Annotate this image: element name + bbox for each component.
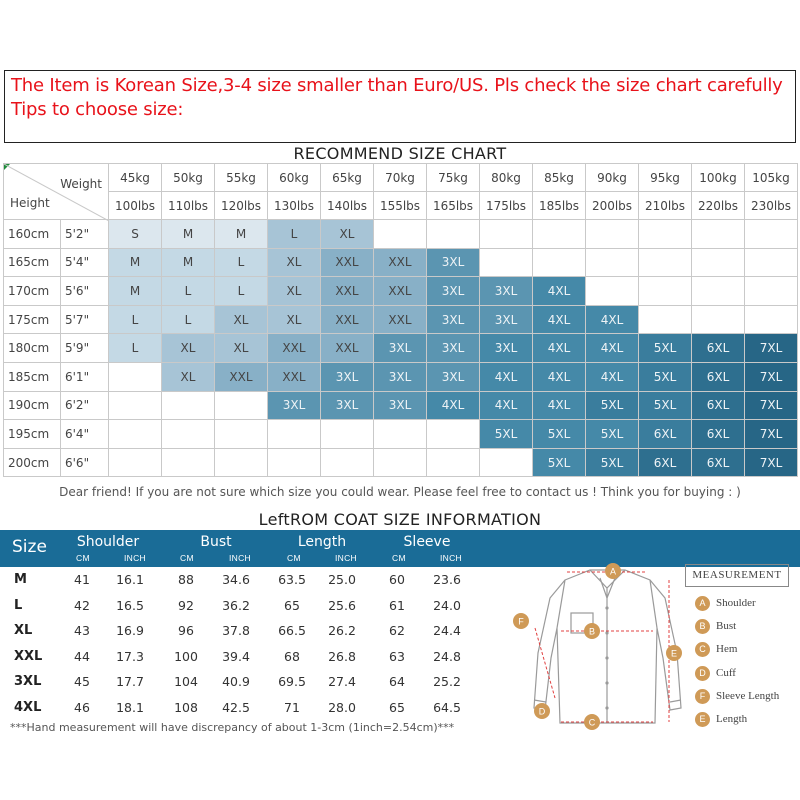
legend-badge-icon: C <box>695 642 710 657</box>
size-cell <box>109 362 162 391</box>
shoulder-header: Shoulder <box>76 534 140 550</box>
legend-badge-icon: B <box>695 619 710 634</box>
size-cell: 6XL <box>639 448 692 477</box>
coat-measure-value: 37.8 <box>222 623 250 638</box>
size-cell: XL <box>215 305 268 334</box>
size-cell <box>533 220 586 249</box>
legend-label: Bust <box>716 620 737 633</box>
legend-label: Cuff <box>716 666 736 679</box>
weight-lbs: 130lbs <box>268 192 321 220</box>
size-cell <box>745 220 798 249</box>
height-ft: 5'2" <box>61 220 109 249</box>
coat-size-label: 4XL <box>14 699 42 715</box>
size-cell: XL <box>215 334 268 363</box>
weight-lbs: 100lbs <box>109 192 162 220</box>
height-cm: 195cm <box>4 420 61 449</box>
coat-measure-value: 46 <box>74 699 90 715</box>
size-cell: 6XL <box>692 362 745 391</box>
sleeve-header: Sleeve <box>403 534 451 550</box>
size-cell <box>692 248 745 277</box>
size-cell: 3XL <box>480 277 533 306</box>
size-cell: 3XL <box>480 305 533 334</box>
height-cm: 175cm <box>4 305 61 334</box>
size-cell <box>109 448 162 477</box>
coat-measure-value: 63.5 <box>278 572 306 587</box>
weight-kg: 50kg <box>162 164 215 192</box>
svg-text:D: D <box>538 706 546 717</box>
size-cell: XL <box>321 220 374 249</box>
size-header: Size <box>12 537 47 557</box>
size-cell: L <box>109 334 162 363</box>
height-ft: 6'4" <box>61 420 109 449</box>
size-cell <box>745 277 798 306</box>
size-cell: XXL <box>374 305 427 334</box>
size-cell: XL <box>268 305 321 334</box>
size-cell: 3XL <box>321 362 374 391</box>
weight-kg: 70kg <box>374 164 427 192</box>
coat-measure-value: 18.1 <box>116 699 144 715</box>
length-header: Length <box>297 534 347 550</box>
coat-size-label: M <box>14 572 27 587</box>
size-cell: M <box>162 220 215 249</box>
size-cell <box>268 420 321 449</box>
size-cell: 3XL <box>427 334 480 363</box>
unit-inch: INCH <box>335 553 357 563</box>
size-cell: XXL <box>321 305 374 334</box>
coat-size-row <box>0 695 500 721</box>
size-cell <box>427 448 480 477</box>
unit-cm: CM <box>76 553 90 563</box>
weight-kg: 85kg <box>533 164 586 192</box>
size-cell: L <box>162 305 215 334</box>
weight-lbs: 230lbs <box>745 192 798 220</box>
size-cell: XXL <box>321 277 374 306</box>
size-cell: 3XL <box>480 334 533 363</box>
recommend-note: Dear friend! If you are not sure which size you could wear. Please feel free to contact us ! Think you for buying : ) <box>59 485 741 499</box>
size-cell: 7XL <box>745 420 798 449</box>
notice-line-2: Tips to choose size: <box>11 99 184 120</box>
unit-cm: CM <box>287 553 301 563</box>
size-cell: 5XL <box>533 420 586 449</box>
height-cm: 185cm <box>4 362 61 391</box>
height-ft: 6'1" <box>61 362 109 391</box>
height-ft: 6'6" <box>61 448 109 477</box>
size-cell: 5XL <box>586 420 639 449</box>
legend-badge-icon: E <box>695 712 710 727</box>
size-cell <box>745 305 798 334</box>
coat-measure-value: 36.2 <box>222 597 250 613</box>
coat-measure-value: 71 <box>284 699 300 715</box>
weight-kg: 55kg <box>215 164 268 192</box>
size-cell: L <box>109 305 162 334</box>
size-cell <box>374 220 427 249</box>
size-cell: 4XL <box>533 305 586 334</box>
svg-text:B: B <box>588 626 596 637</box>
height-cm: 190cm <box>4 391 61 420</box>
height-row <box>4 362 798 391</box>
size-cell: 3XL <box>321 391 374 420</box>
svg-text:C: C <box>588 717 596 728</box>
size-cell: XL <box>268 248 321 277</box>
size-cell: 3XL <box>268 391 321 420</box>
size-cell <box>586 248 639 277</box>
height-cm: 180cm <box>4 334 61 363</box>
size-cell: 3XL <box>374 362 427 391</box>
size-cell: L <box>268 220 321 249</box>
size-cell: XXL <box>321 334 374 363</box>
size-cell: 4XL <box>586 334 639 363</box>
size-cell <box>162 391 215 420</box>
coat-size-title: LeftROM COAT SIZE INFORMATION <box>258 510 542 529</box>
weight-lbs: 110lbs <box>162 192 215 220</box>
coat-size-label: L <box>14 597 23 613</box>
coat-measure-value: 42 <box>74 597 90 613</box>
size-cell: 3XL <box>427 305 480 334</box>
unit-inch: INCH <box>440 553 462 563</box>
size-cell: M <box>109 277 162 306</box>
coat-measure-value: 40.9 <box>222 674 250 689</box>
size-cell <box>215 391 268 420</box>
height-row <box>4 305 798 334</box>
coat-measure-value: 65 <box>284 597 300 613</box>
recommend-chart-title: RECOMMEND SIZE CHART <box>293 144 507 163</box>
size-cell <box>162 448 215 477</box>
legend-label: Length <box>716 713 748 725</box>
size-cell <box>586 277 639 306</box>
size-cell: 4XL <box>586 362 639 391</box>
weight-kg: 100kg <box>692 164 745 192</box>
height-ft: 5'9" <box>61 334 109 363</box>
coat-measure-value: 64.5 <box>433 699 461 715</box>
size-cell: 5XL <box>639 334 692 363</box>
size-cell: 4XL <box>480 391 533 420</box>
coat-measure-value: 39.4 <box>222 648 250 664</box>
size-cell <box>692 220 745 249</box>
size-cell: 3XL <box>427 362 480 391</box>
size-cell <box>480 448 533 477</box>
size-cell: 7XL <box>745 362 798 391</box>
coat-measure-value: 24.8 <box>433 648 461 664</box>
coat-diagram <box>505 558 685 738</box>
coat-size-row <box>0 644 500 670</box>
size-cell: 6XL <box>692 334 745 363</box>
size-cell: L <box>162 277 215 306</box>
height-row <box>4 448 798 477</box>
coat-measure-value: 66.5 <box>278 623 306 638</box>
size-cell: 7XL <box>745 448 798 477</box>
height-ft: 5'6" <box>61 277 109 306</box>
coat-measure-value: 44 <box>74 648 90 664</box>
height-ft: 5'4" <box>61 248 109 277</box>
size-cell: XL <box>162 362 215 391</box>
size-cell: 6XL <box>692 448 745 477</box>
svg-text:E: E <box>670 648 678 659</box>
size-cell <box>639 305 692 334</box>
coat-measure-value: 16.5 <box>116 597 144 613</box>
weight-lbs: 200lbs <box>586 192 639 220</box>
height-row <box>4 248 798 277</box>
size-cell: 6XL <box>692 391 745 420</box>
size-cell <box>427 420 480 449</box>
weight-kg: 80kg <box>480 164 533 192</box>
coat-size-row <box>0 618 500 644</box>
coat-size-row <box>0 593 500 619</box>
height-row <box>4 391 798 420</box>
weight-lbs: 165lbs <box>427 192 480 220</box>
size-cell: XXL <box>215 362 268 391</box>
size-cell: 7XL <box>745 391 798 420</box>
coat-measure-value: 26.8 <box>328 648 356 664</box>
size-cell: 5XL <box>586 391 639 420</box>
legend-label: Sleeve Length <box>716 689 780 702</box>
size-cell: XXL <box>268 362 321 391</box>
coat-measure-value: 45 <box>74 674 90 689</box>
height-label: Height <box>10 196 50 210</box>
svg-text:A: A <box>609 566 617 577</box>
coat-measure-value: 64 <box>389 674 405 689</box>
size-cell <box>427 220 480 249</box>
coat-size-row <box>0 567 500 593</box>
weight-lbs: 175lbs <box>480 192 533 220</box>
size-cell <box>162 420 215 449</box>
weight-label: Weight <box>60 177 102 191</box>
coat-size-row <box>0 669 500 695</box>
size-cell: 7XL <box>745 334 798 363</box>
coat-measure-value: 25.2 <box>433 674 461 689</box>
coat-measure-value: 65 <box>389 699 405 715</box>
weight-kg: 65kg <box>321 164 374 192</box>
weight-lbs: 185lbs <box>533 192 586 220</box>
coat-measure-value: 96 <box>178 623 194 638</box>
weight-lbs: 210lbs <box>639 192 692 220</box>
height-cm: 160cm <box>4 220 61 249</box>
coat-measure-value: 34.6 <box>222 572 250 587</box>
notice-box <box>4 70 796 143</box>
coat-measure-value: 88 <box>178 572 194 587</box>
legend-label: Hem <box>716 643 738 656</box>
size-cell: XL <box>268 277 321 306</box>
legend-label: Shoulder <box>716 597 756 609</box>
size-cell: 4XL <box>533 277 586 306</box>
size-cell: S <box>109 220 162 249</box>
coat-measure-value: 28.0 <box>328 699 356 715</box>
size-cell: L <box>215 277 268 306</box>
coat-measure-value: 23.6 <box>433 572 461 587</box>
size-cell <box>109 391 162 420</box>
size-cell: 5XL <box>480 420 533 449</box>
size-cell <box>109 420 162 449</box>
coat-measure-value: 17.7 <box>116 674 144 689</box>
size-cell: 6XL <box>692 420 745 449</box>
size-cell: 3XL <box>427 277 480 306</box>
coat-measure-value: 27.4 <box>328 674 356 689</box>
size-cell <box>639 277 692 306</box>
unit-inch: INCH <box>124 553 146 563</box>
weight-kg: 95kg <box>639 164 692 192</box>
notice-line-1: The Item is Korean Size,3-4 size smaller than Euro/US. Pls check the size chart carefully <box>11 75 783 96</box>
coat-measure-value: 41 <box>74 572 90 587</box>
coat-measure-value: 92 <box>178 597 194 613</box>
weight-kg: 45kg <box>109 164 162 192</box>
coat-measure-value: 17.3 <box>116 648 144 664</box>
height-cm: 165cm <box>4 248 61 277</box>
coat-measure-value: 104 <box>174 674 198 689</box>
size-cell <box>374 448 427 477</box>
unit-inch: INCH <box>229 553 251 563</box>
height-row <box>4 420 798 449</box>
size-cell: XXL <box>268 334 321 363</box>
coat-measure-value: 68 <box>284 648 300 664</box>
size-cell: M <box>215 220 268 249</box>
size-cell: 3XL <box>374 334 427 363</box>
recommend-table <box>3 163 798 477</box>
weight-kg: 60kg <box>268 164 321 192</box>
size-cell <box>321 420 374 449</box>
size-cell <box>639 220 692 249</box>
coat-note: ***Hand measurement will have discrepancy of about 1-3cm (1inch=2.54cm)*** <box>10 721 455 734</box>
table-corner <box>4 164 109 220</box>
coat-measure-value: 60 <box>389 572 405 587</box>
legend-badge-icon: F <box>695 689 710 704</box>
coat-measure-value: 25.6 <box>328 597 356 613</box>
coat-measure-value: 69.5 <box>278 674 306 689</box>
coat-measure-value: 16.1 <box>116 572 144 587</box>
coat-measure-value: 108 <box>174 699 198 715</box>
size-cell <box>480 220 533 249</box>
size-cell <box>321 448 374 477</box>
size-cell: 4XL <box>533 362 586 391</box>
size-cell <box>639 248 692 277</box>
weight-kg: 75kg <box>427 164 480 192</box>
coat-measure-value: 100 <box>174 648 198 664</box>
size-cell: XL <box>162 334 215 363</box>
size-cell: M <box>162 248 215 277</box>
height-cm: 200cm <box>4 448 61 477</box>
coat-measure-value: 24.0 <box>433 597 461 613</box>
unit-cm: CM <box>180 553 194 563</box>
weight-lbs: 155lbs <box>374 192 427 220</box>
size-cell <box>215 420 268 449</box>
measurement-title: MEASUREMENT <box>685 564 789 587</box>
size-cell <box>533 248 586 277</box>
coat-size-label: XXL <box>14 648 43 664</box>
height-row <box>4 277 798 306</box>
size-cell <box>692 305 745 334</box>
size-cell: 5XL <box>586 448 639 477</box>
size-cell: XXL <box>374 277 427 306</box>
size-cell: L <box>215 248 268 277</box>
corner-diagonal <box>4 164 109 221</box>
coat-measure-value: 43 <box>74 623 90 638</box>
coat-measure-value: 24.4 <box>433 623 461 638</box>
size-cell <box>586 220 639 249</box>
size-cell <box>268 448 321 477</box>
height-row <box>4 334 798 363</box>
size-cell: 5XL <box>639 391 692 420</box>
size-cell: 4XL <box>586 305 639 334</box>
coat-measure-value: 62 <box>389 623 405 638</box>
size-cell: 3XL <box>427 248 480 277</box>
size-cell: 5XL <box>533 448 586 477</box>
size-cell <box>692 277 745 306</box>
size-cell <box>374 420 427 449</box>
svg-text:F: F <box>518 616 524 627</box>
coat-measure-value: 42.5 <box>222 699 250 715</box>
size-cell: 4XL <box>533 334 586 363</box>
weight-lbs: 220lbs <box>692 192 745 220</box>
height-row <box>4 220 798 249</box>
coat-measure-value: 63 <box>389 648 405 664</box>
size-cell <box>215 448 268 477</box>
size-cell: 4XL <box>533 391 586 420</box>
height-ft: 6'2" <box>61 391 109 420</box>
size-cell: 4XL <box>480 362 533 391</box>
coat-size-label: 3XL <box>14 674 42 689</box>
coat-measure-value: 61 <box>389 597 405 613</box>
weight-lbs: 140lbs <box>321 192 374 220</box>
size-cell: 6XL <box>639 420 692 449</box>
size-cell: 5XL <box>639 362 692 391</box>
coat-measure-value: 26.2 <box>328 623 356 638</box>
weight-lbs: 120lbs <box>215 192 268 220</box>
weight-kg: 90kg <box>586 164 639 192</box>
height-ft: 5'7" <box>61 305 109 334</box>
bust-header: Bust <box>200 534 232 550</box>
size-cell: M <box>109 248 162 277</box>
size-cell <box>745 248 798 277</box>
size-cell <box>480 248 533 277</box>
weight-kg: 105kg <box>745 164 798 192</box>
size-cell: 3XL <box>374 391 427 420</box>
legend-badge-icon: D <box>695 666 710 681</box>
size-cell: XXL <box>374 248 427 277</box>
unit-cm: CM <box>392 553 406 563</box>
legend-badge-icon: A <box>695 596 710 611</box>
coat-measure-value: 25.0 <box>328 572 356 587</box>
recommend-size-chart <box>3 163 798 477</box>
size-cell: XXL <box>321 248 374 277</box>
height-cm: 170cm <box>4 277 61 306</box>
coat-size-label: XL <box>14 623 33 638</box>
size-cell: 4XL <box>427 391 480 420</box>
coat-measure-value: 16.9 <box>116 623 144 638</box>
